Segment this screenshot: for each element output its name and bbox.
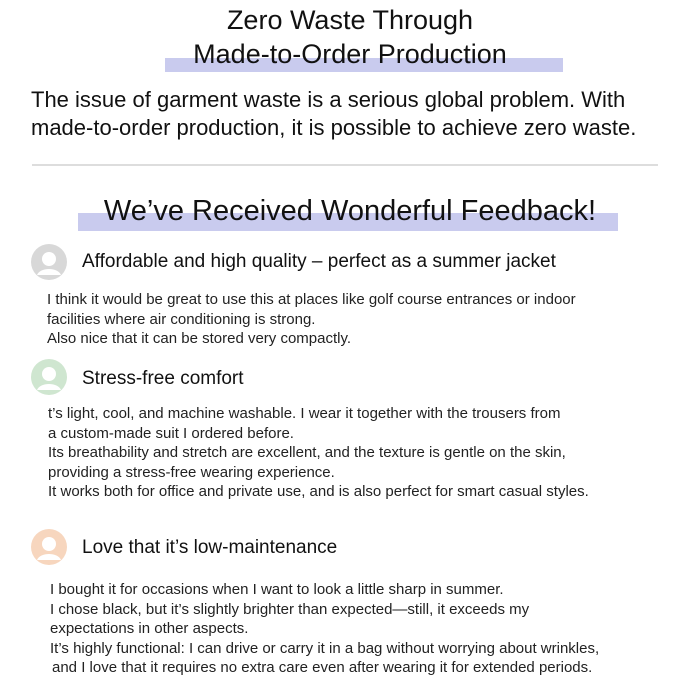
intro-paragraph: The issue of garment waste is a serious global problem. With made-to-order production, it is possible to achieve zero waste. — [31, 87, 637, 140]
review-line: I bought it for occasions when I want to look a little sharp in summer. — [50, 581, 504, 598]
review-line: a custom-made suit I ordered before. — [48, 424, 294, 442]
user-avatar-icon — [31, 529, 67, 565]
review-title: Stress-free comfort — [82, 368, 244, 389]
review-line: Its breathability and stretch are excellent, and the texture is gentle on the skin, — [48, 444, 566, 461]
feedback-heading: We’ve Received Wonderful Feedback! — [103, 195, 597, 227]
review-line: providing a stress-free wearing experience. — [48, 463, 335, 481]
review-body — [47, 290, 576, 349]
review-body — [50, 580, 599, 678]
section-divider — [32, 164, 658, 166]
review-line: It works both for office and private use, and is also perfect for smart casual styles. — [48, 483, 589, 500]
review-line: t’s light, cool, and machine washable. I wear it together with the trousers from — [48, 405, 561, 422]
review-body — [48, 404, 589, 502]
page-title-line-2: Made-to-Order Production — [193, 39, 507, 69]
review-line: I chose black, but it’s slightly brighter than expected—still, it exceeds my — [50, 600, 530, 618]
review-line: It’s highly functional: I can drive or carry it in a bag without worrying about wrinkles, — [50, 639, 600, 657]
review-title: Love that it’s low-maintenance — [82, 537, 338, 558]
review-line: expectations in other aspects. — [50, 620, 249, 637]
review-title: Affordable and high quality – perfect as a summer jacket — [82, 251, 556, 272]
review-line: facilities where air conditioning is strong. — [47, 310, 316, 328]
user-avatar-icon — [31, 244, 67, 280]
review-line: and I love that it requires no extra care even after wearing it for extended periods. — [52, 659, 593, 676]
user-avatar-icon — [31, 359, 67, 395]
review-line: I think it would be great to use this at places like golf course entrances or indoor — [47, 291, 576, 308]
review-line: Also nice that it can be stored very compactly. — [47, 330, 352, 347]
page-title-line-1: Zero Waste Through — [226, 5, 474, 35]
